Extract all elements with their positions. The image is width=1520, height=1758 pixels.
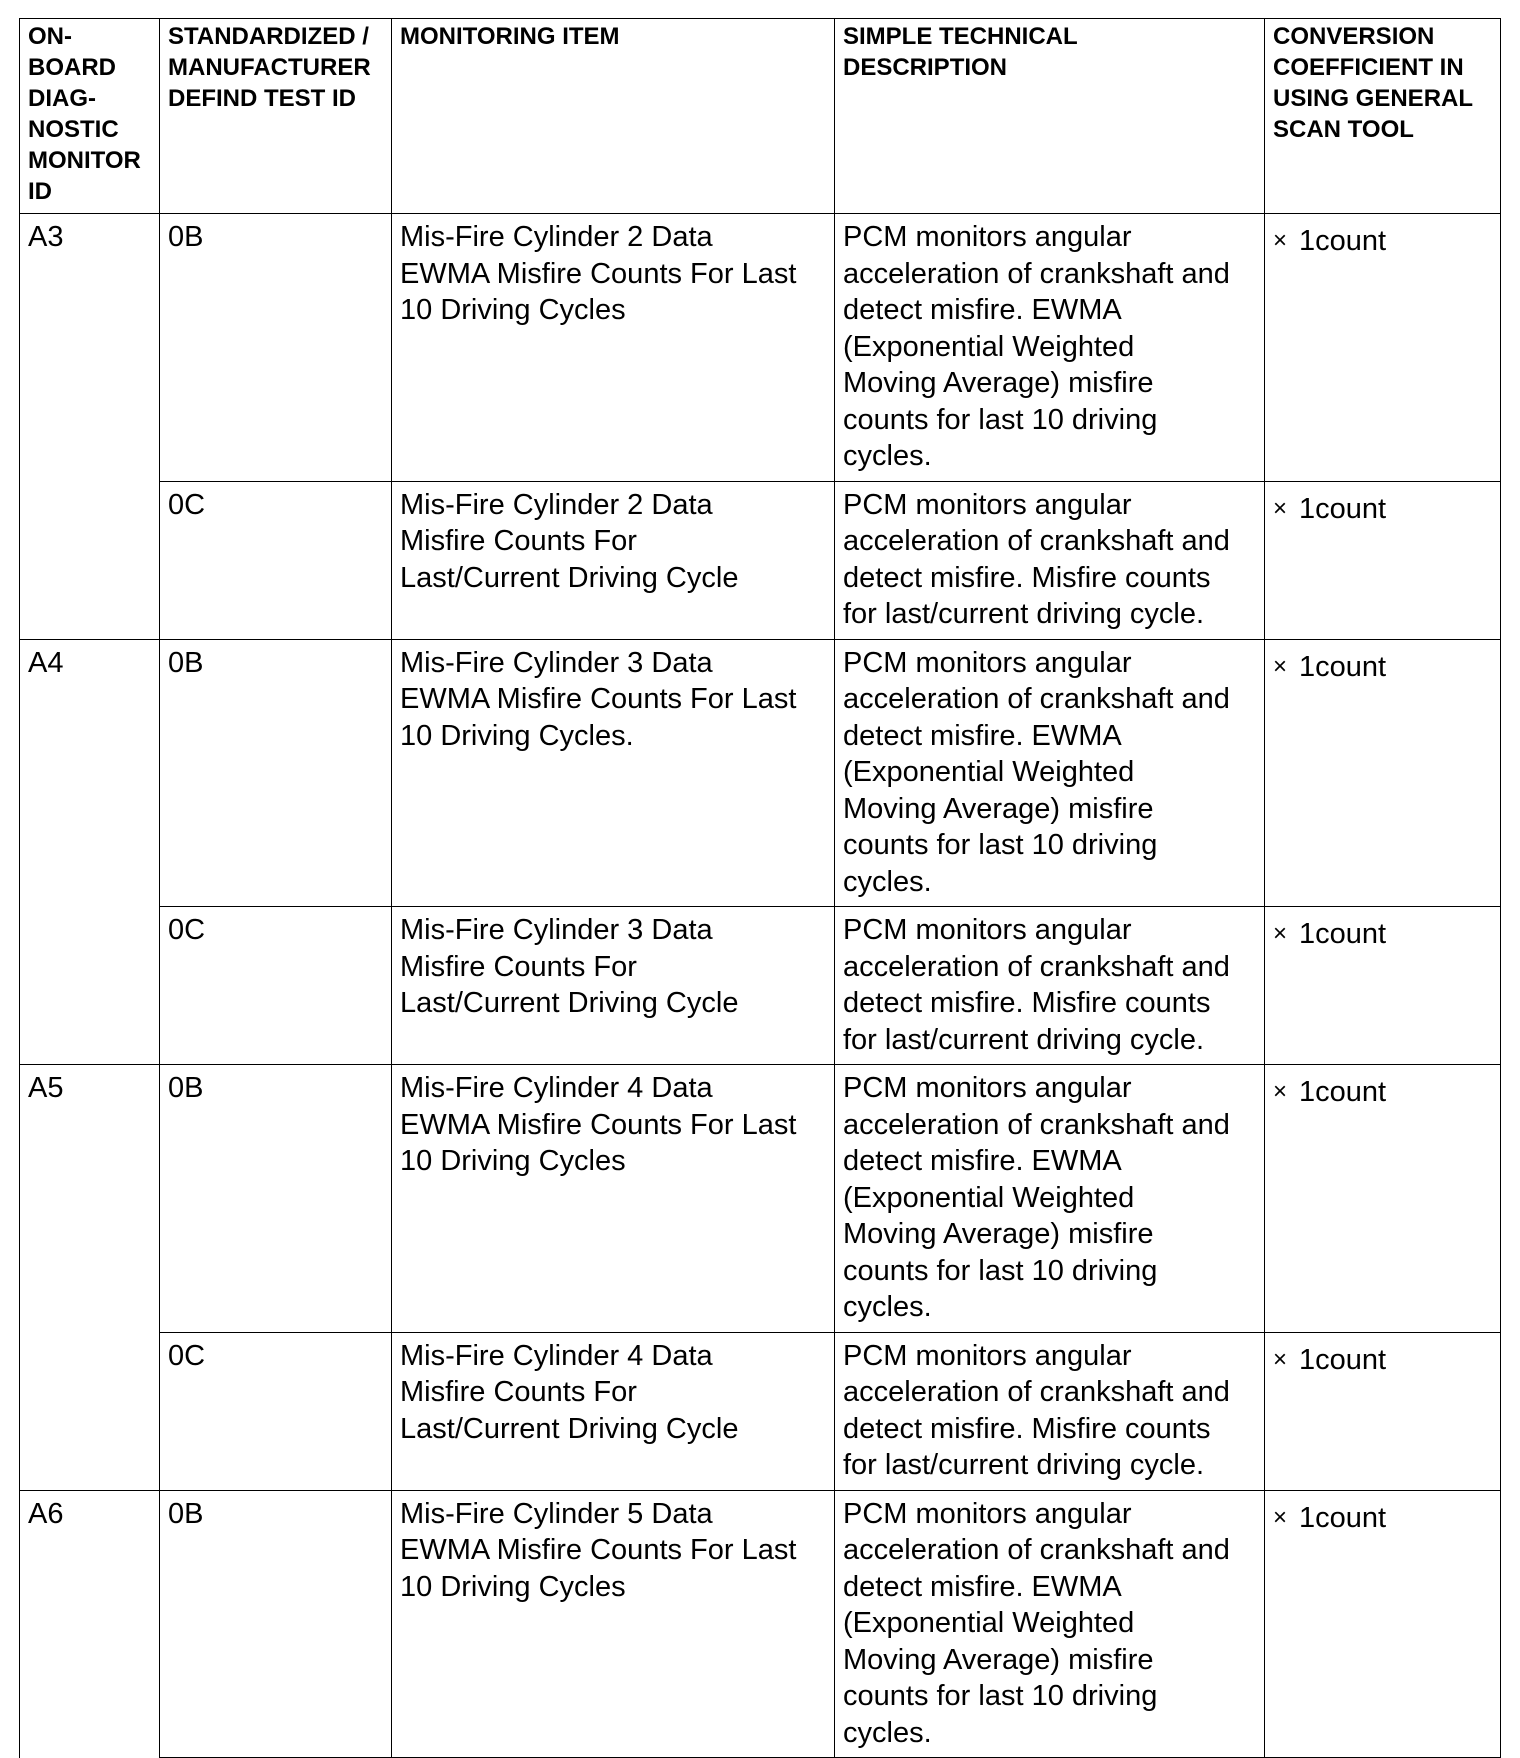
text-line: MANUFACTURER	[168, 54, 371, 81]
text-line: EWMA Misfire Counts For Last	[400, 1108, 797, 1141]
coefficient-cell	[1265, 1065, 1501, 1333]
multiply-icon: ×	[1273, 227, 1288, 254]
text-line: counts for last 10 driving	[843, 1254, 1158, 1287]
monitoring-item-cell	[392, 639, 835, 907]
header-technical-description	[835, 19, 1265, 214]
text-line: ON-	[28, 23, 72, 50]
text-line: Mis-Fire Cylinder 4 Data	[400, 1072, 713, 1104]
text-line: detect misfire. Misfire counts	[843, 987, 1211, 1019]
text-line: detect misfire. EWMA	[843, 1570, 1122, 1603]
header-test-id	[160, 19, 392, 214]
text-line: counts for last 10 driving	[843, 1680, 1158, 1712]
text-line: COEFFICIENT IN	[1273, 54, 1464, 81]
text-line: cycles.	[843, 440, 932, 472]
text-line: detect misfire. EWMA	[843, 1145, 1122, 1177]
coefficient-value: 1count	[1299, 650, 1387, 683]
text-line: Moving Average) misfire	[843, 1643, 1154, 1676]
text-line: counts for last 10 driving	[843, 829, 1158, 861]
multiply-icon: ×	[1273, 1345, 1288, 1373]
text-line: Mis-Fire Cylinder 3 Data	[400, 646, 713, 679]
table-row	[20, 1490, 1501, 1758]
text-line: Moving Average) misfire	[843, 792, 1154, 825]
text-line: 10 Driving Cycles	[400, 294, 626, 326]
text-line: DEFIND TEST ID	[168, 85, 357, 112]
test-id-cell: 0C	[160, 481, 392, 639]
text-line: PCM monitors angular	[843, 914, 1132, 946]
text-line: STANDARDIZED /	[168, 23, 369, 50]
coefficient-value: 1count	[1299, 225, 1387, 257]
coefficient-cell	[1265, 1332, 1501, 1490]
text-line: 10 Driving Cycles	[400, 1145, 626, 1177]
text-line: Mis-Fire Cylinder 5 Data	[400, 1497, 713, 1530]
text-line: Last/Current Driving Cycle	[400, 987, 739, 1019]
test-id-cell: 0C	[160, 1332, 392, 1490]
monitoring-item-cell	[392, 481, 835, 639]
text-line: DIAG-	[28, 85, 96, 112]
text-line: acceleration of crankshaft and	[843, 1534, 1230, 1566]
table-header-row	[20, 19, 1501, 214]
table-row	[20, 639, 1501, 907]
test-id-cell: 0B	[160, 1490, 392, 1758]
header-conversion-coefficient	[1265, 19, 1501, 214]
test-id-cell: 0C	[160, 907, 392, 1065]
coefficient-cell	[1265, 1490, 1501, 1758]
text-line: Mis-Fire Cylinder 2 Data	[400, 221, 713, 253]
text-line: SCAN TOOL	[1273, 116, 1414, 143]
header-monitoring-item	[392, 19, 835, 214]
table-row	[20, 1065, 1501, 1333]
text-line: cycles.	[843, 865, 932, 898]
text-line: (Exponential Weighted	[843, 1607, 1135, 1639]
coefficient-value: 1count	[1299, 1501, 1387, 1534]
text-line: ID	[28, 178, 52, 205]
description-cell	[835, 907, 1265, 1065]
monitor-id-cell: A4	[20, 639, 160, 907]
text-line: PCM monitors angular	[843, 488, 1132, 521]
text-line: PCM monitors angular	[843, 1072, 1132, 1104]
test-id-cell: 0B	[160, 214, 392, 482]
text-line: Misfire Counts For	[400, 1376, 637, 1408]
description-cell	[835, 1065, 1265, 1333]
text-line: (Exponential Weighted	[843, 756, 1135, 788]
table-row	[20, 481, 1501, 639]
text-line: USING GENERAL	[1273, 85, 1474, 112]
coefficient-cell	[1265, 481, 1501, 639]
text-line: 10 Driving Cycles.	[400, 719, 634, 752]
text-line: Misfire Counts For	[400, 950, 637, 983]
text-line: DESCRIPTION	[843, 54, 1008, 81]
text-line: for last/current driving cycle.	[843, 1449, 1205, 1481]
text-line: detect misfire. Misfire counts	[843, 561, 1211, 594]
multiply-icon: ×	[1273, 1078, 1288, 1105]
coefficient-cell	[1265, 907, 1501, 1065]
text-line: Last/Current Driving Cycle	[400, 561, 739, 594]
test-id-cell: 0B	[160, 1065, 392, 1333]
monitoring-item-cell	[392, 1065, 835, 1333]
multiply-icon: ×	[1273, 1503, 1288, 1531]
monitor-id-cell: A3	[20, 214, 160, 482]
description-cell	[835, 481, 1265, 639]
text-line: CONVERSION	[1273, 23, 1435, 50]
coefficient-value: 1count	[1299, 492, 1387, 525]
text-line: for last/current driving cycle.	[843, 1023, 1205, 1056]
text-line: detect misfire. Misfire counts	[843, 1412, 1211, 1445]
multiply-icon: ×	[1273, 920, 1288, 947]
multiply-icon: ×	[1273, 652, 1288, 680]
text-line: acceleration of crankshaft and	[843, 1376, 1230, 1408]
text-line: acceleration of crankshaft and	[843, 525, 1230, 557]
table-row	[20, 214, 1501, 482]
text-line: MONITOR	[28, 147, 141, 174]
text-line: cycles.	[843, 1716, 932, 1749]
text-line: (Exponential Weighted	[843, 1181, 1135, 1214]
text-line: acceleration of crankshaft and	[843, 950, 1230, 983]
text-line: Moving Average) misfire	[843, 1218, 1154, 1250]
coefficient-value: 1count	[1299, 1343, 1387, 1376]
monitor-id-cell-continued	[20, 907, 160, 1065]
test-id-cell: 0B	[160, 639, 392, 907]
text-line: PCM monitors angular	[843, 646, 1132, 679]
text-line: EWMA Misfire Counts For Last	[400, 257, 797, 290]
text-line: for last/current driving cycle.	[843, 598, 1205, 630]
text-line: Misfire Counts For	[400, 525, 637, 557]
coefficient-value: 1count	[1299, 918, 1387, 950]
text-line: 10 Driving Cycles	[400, 1570, 626, 1603]
text-line: cycles.	[843, 1291, 932, 1323]
text-line: Mis-Fire Cylinder 3 Data	[400, 914, 713, 946]
text-line: BOARD	[28, 54, 116, 81]
monitor-data-table	[19, 18, 1501, 1758]
monitor-id-cell-continued	[20, 1332, 160, 1490]
text-line: acceleration of crankshaft and	[843, 683, 1230, 715]
coefficient-value: 1count	[1299, 1076, 1387, 1108]
text-line: PCM monitors angular	[843, 221, 1132, 253]
text-line: EWMA Misfire Counts For Last	[400, 1534, 797, 1566]
text-line: EWMA Misfire Counts For Last	[400, 683, 797, 715]
text-line: counts for last 10 driving	[843, 403, 1158, 436]
text-line: Last/Current Driving Cycle	[400, 1412, 739, 1445]
text-line: detect misfire. EWMA	[843, 719, 1122, 752]
description-cell	[835, 1490, 1265, 1758]
text-line: Mis-Fire Cylinder 4 Data	[400, 1339, 713, 1372]
monitor-id-cell: A6	[20, 1490, 160, 1758]
text-line: Mis-Fire Cylinder 2 Data	[400, 488, 713, 521]
monitoring-item-cell	[392, 214, 835, 482]
header-monitor-id	[20, 19, 160, 214]
text-line: acceleration of crankshaft and	[843, 257, 1230, 290]
text-line: acceleration of crankshaft and	[843, 1108, 1230, 1141]
description-cell	[835, 214, 1265, 482]
text-line: (Exponential Weighted	[843, 330, 1135, 363]
text-line: Moving Average) misfire	[843, 367, 1154, 399]
monitor-id-cell: A5	[20, 1065, 160, 1333]
table-row	[20, 907, 1501, 1065]
text-line: PCM monitors angular	[843, 1339, 1132, 1372]
description-cell	[835, 1332, 1265, 1490]
monitoring-item-cell	[392, 1490, 835, 1758]
coefficient-cell	[1265, 214, 1501, 482]
multiply-icon: ×	[1273, 494, 1288, 522]
monitoring-item-cell	[392, 1332, 835, 1490]
text-line: MONITORING ITEM	[400, 23, 620, 50]
table-row	[20, 1332, 1501, 1490]
text-line: SIMPLE TECHNICAL	[843, 23, 1078, 50]
monitor-id-cell-continued	[20, 481, 160, 639]
monitoring-item-cell	[392, 907, 835, 1065]
text-line: PCM monitors angular	[843, 1497, 1132, 1530]
text-line: detect misfire. EWMA	[843, 294, 1122, 326]
text-line: NOSTIC	[28, 116, 119, 143]
coefficient-cell	[1265, 639, 1501, 907]
description-cell	[835, 639, 1265, 907]
